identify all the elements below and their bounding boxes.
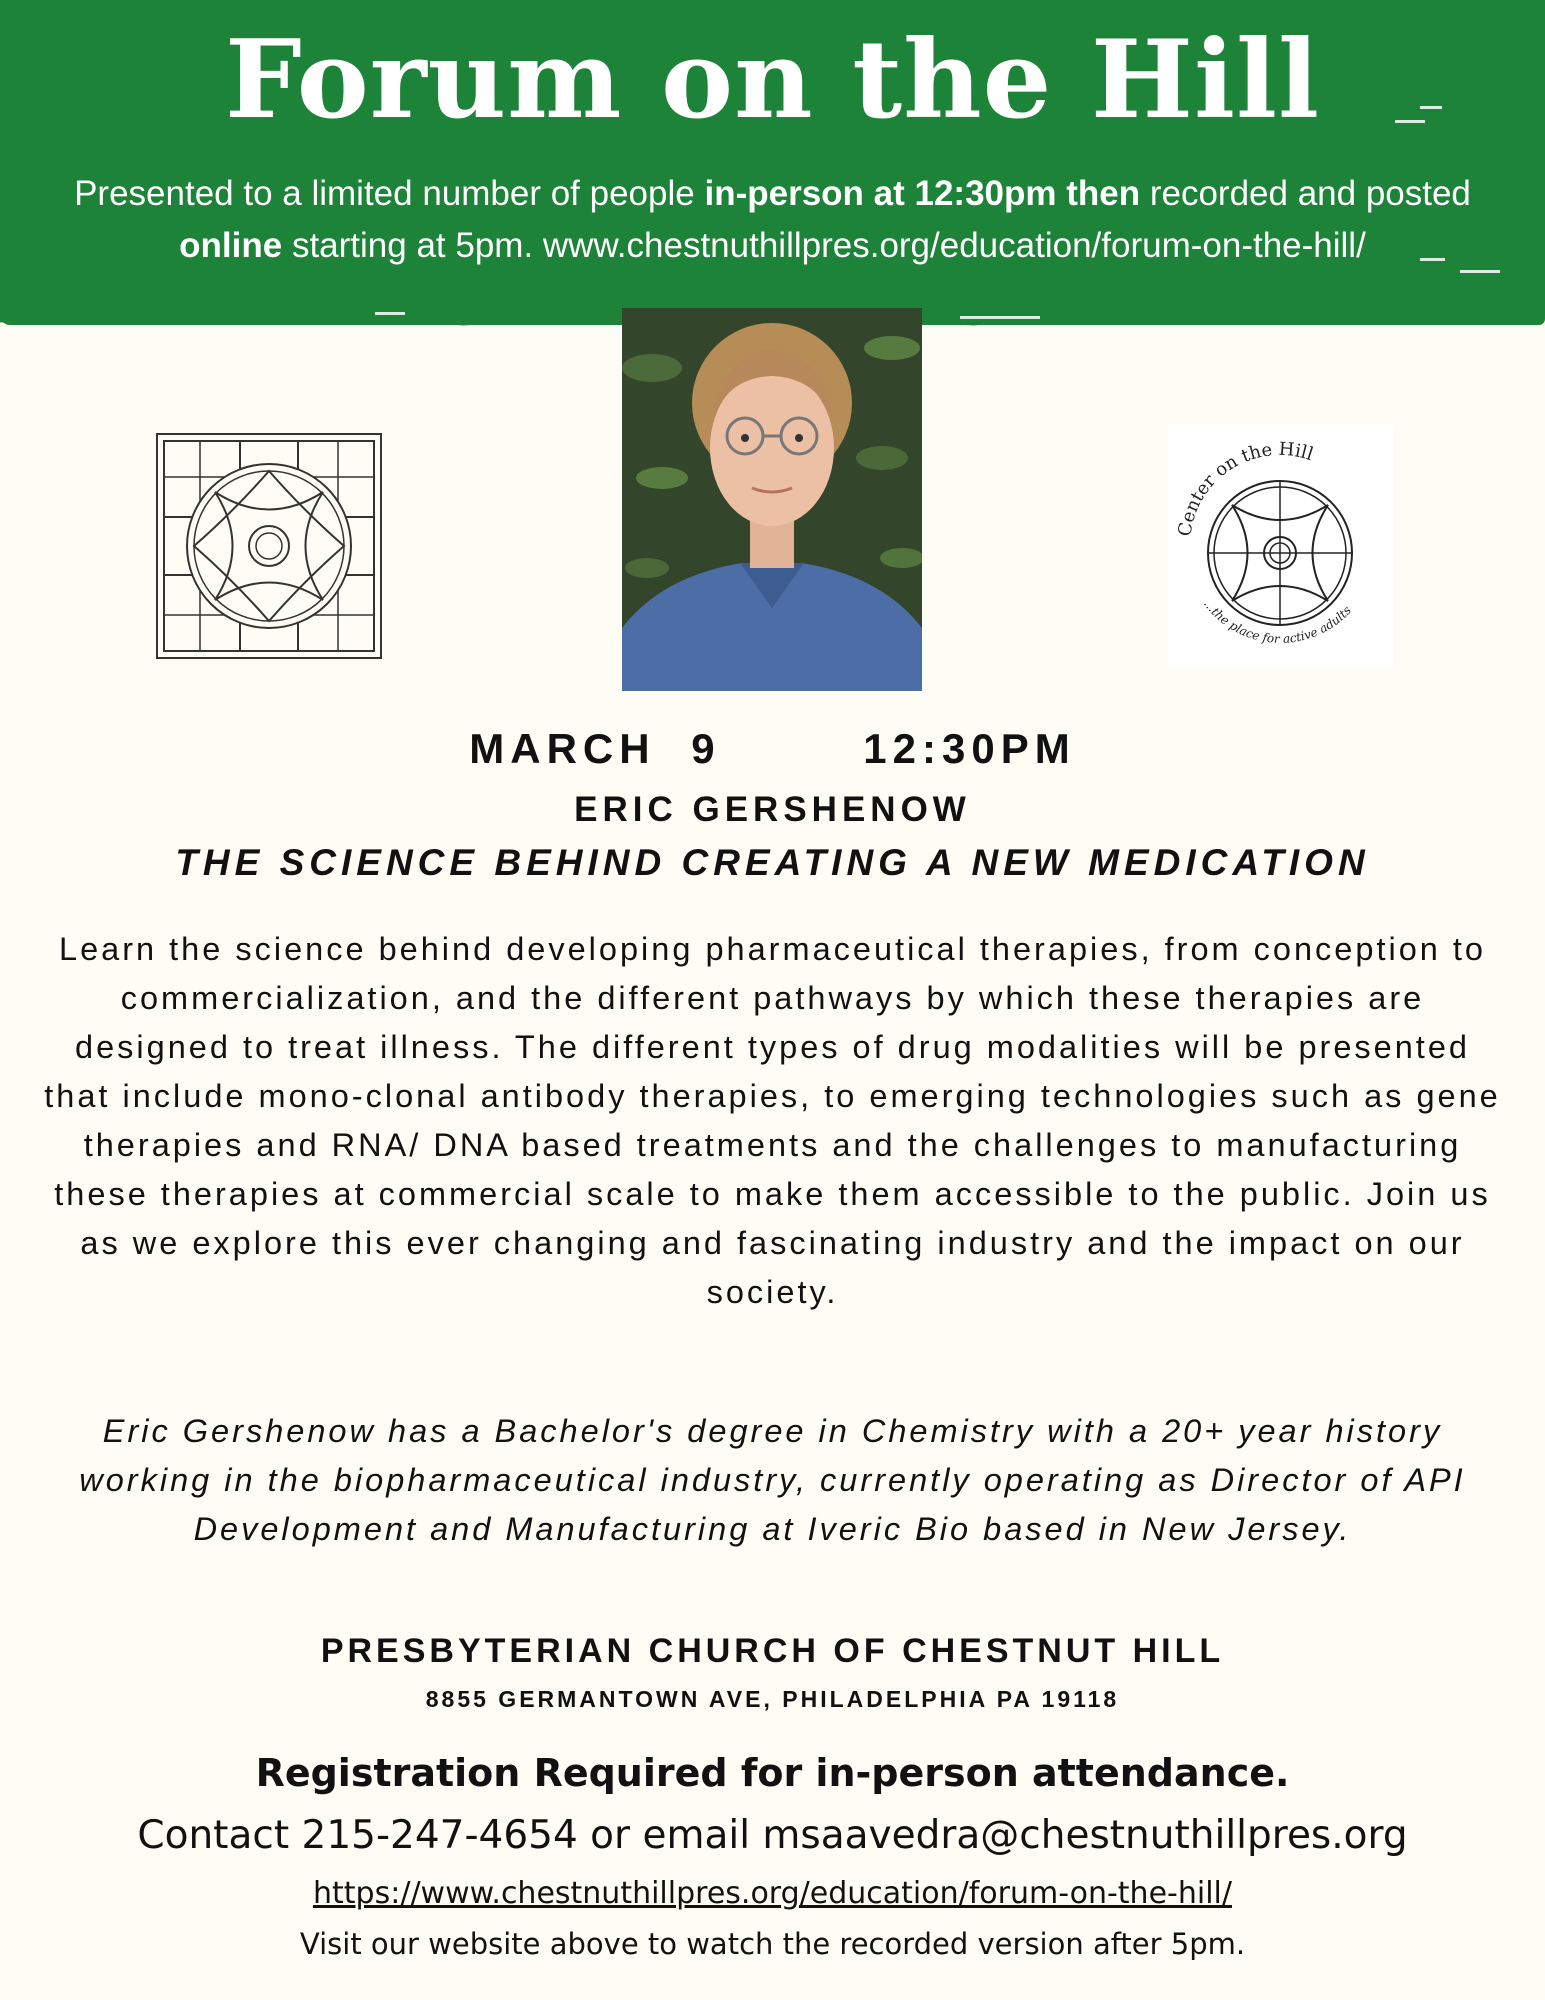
logo-tagline: ...the place for active adults bbox=[1200, 596, 1354, 646]
contact-info: Contact 215-247-4654 or email msaavedra@chestnuthillpres.org bbox=[137, 1813, 1408, 1858]
visit-note: Visit our website above to watch the recorded version after 5pm. bbox=[299, 1927, 1246, 1961]
talk-title: THE SCIENCE BEHIND CREATING A NEW MEDICATION bbox=[175, 842, 1370, 883]
venue-address: 8855 GERMANTOWN AVE, PHILADELPHIA PA 19118 bbox=[425, 1686, 1120, 1712]
center-on-the-hill-logo bbox=[1168, 425, 1393, 667]
event-description: Learn the science behind developing pharmaceutical therapies, from conception to commercialization, and the different pathways by which these therapies are designed to treat illness. The different types of drug modalities will be presented that include mono-clonal antibody therapies, to emerging technologies such as gene therapies and RNA/ DNA based treatments and the challenges to manufacturing these therapies at commercial scale to make them accessible to the public. Join us as we explore this ever changing and fascinating industry and the impact on our society. bbox=[44, 931, 1501, 1310]
speaker-photo bbox=[622, 308, 922, 691]
venue-name: PRESBYTERIAN CHURCH OF CHESTNUT HILL bbox=[320, 1632, 1225, 1670]
registration-notice: Registration Required for in-person attendance. bbox=[255, 1751, 1290, 1795]
speaker-name: ERIC GERSHENOW bbox=[574, 790, 971, 829]
website-link[interactable]: https://www.chestnuthillpres.org/education/forum-on-the-hill/ bbox=[313, 1876, 1232, 1911]
brush-streak bbox=[375, 312, 405, 315]
church-window-logo bbox=[155, 432, 383, 660]
banner-subtitle-line-1: Presented to a limited number of people in-person at 12:30pm then recorded and posted bbox=[74, 174, 1471, 213]
event-date: MARCH 9 bbox=[469, 725, 721, 772]
brush-streak bbox=[960, 316, 1040, 319]
page-title: Forum on the Hill bbox=[224, 17, 1321, 143]
speaker-bio: Eric Gershenow has a Bachelor's degree in Chemistry with a 20+ year history working in the biopharmaceutical industry, currently operating as Director of API Development and Manufacturing at Iveric Bio based in New Jersey. bbox=[79, 1413, 1466, 1547]
event-date-time bbox=[0, 725, 1545, 773]
banner-subtitle-line-2: online starting at 5pm. www.chestnuthillpres.org/education/forum-on-the-hill/ bbox=[179, 226, 1366, 265]
logo-arc-text: Center on the Hill bbox=[1174, 438, 1316, 538]
event-time: 12:30PM bbox=[863, 725, 1076, 772]
banner-subtitle bbox=[0, 168, 1545, 272]
